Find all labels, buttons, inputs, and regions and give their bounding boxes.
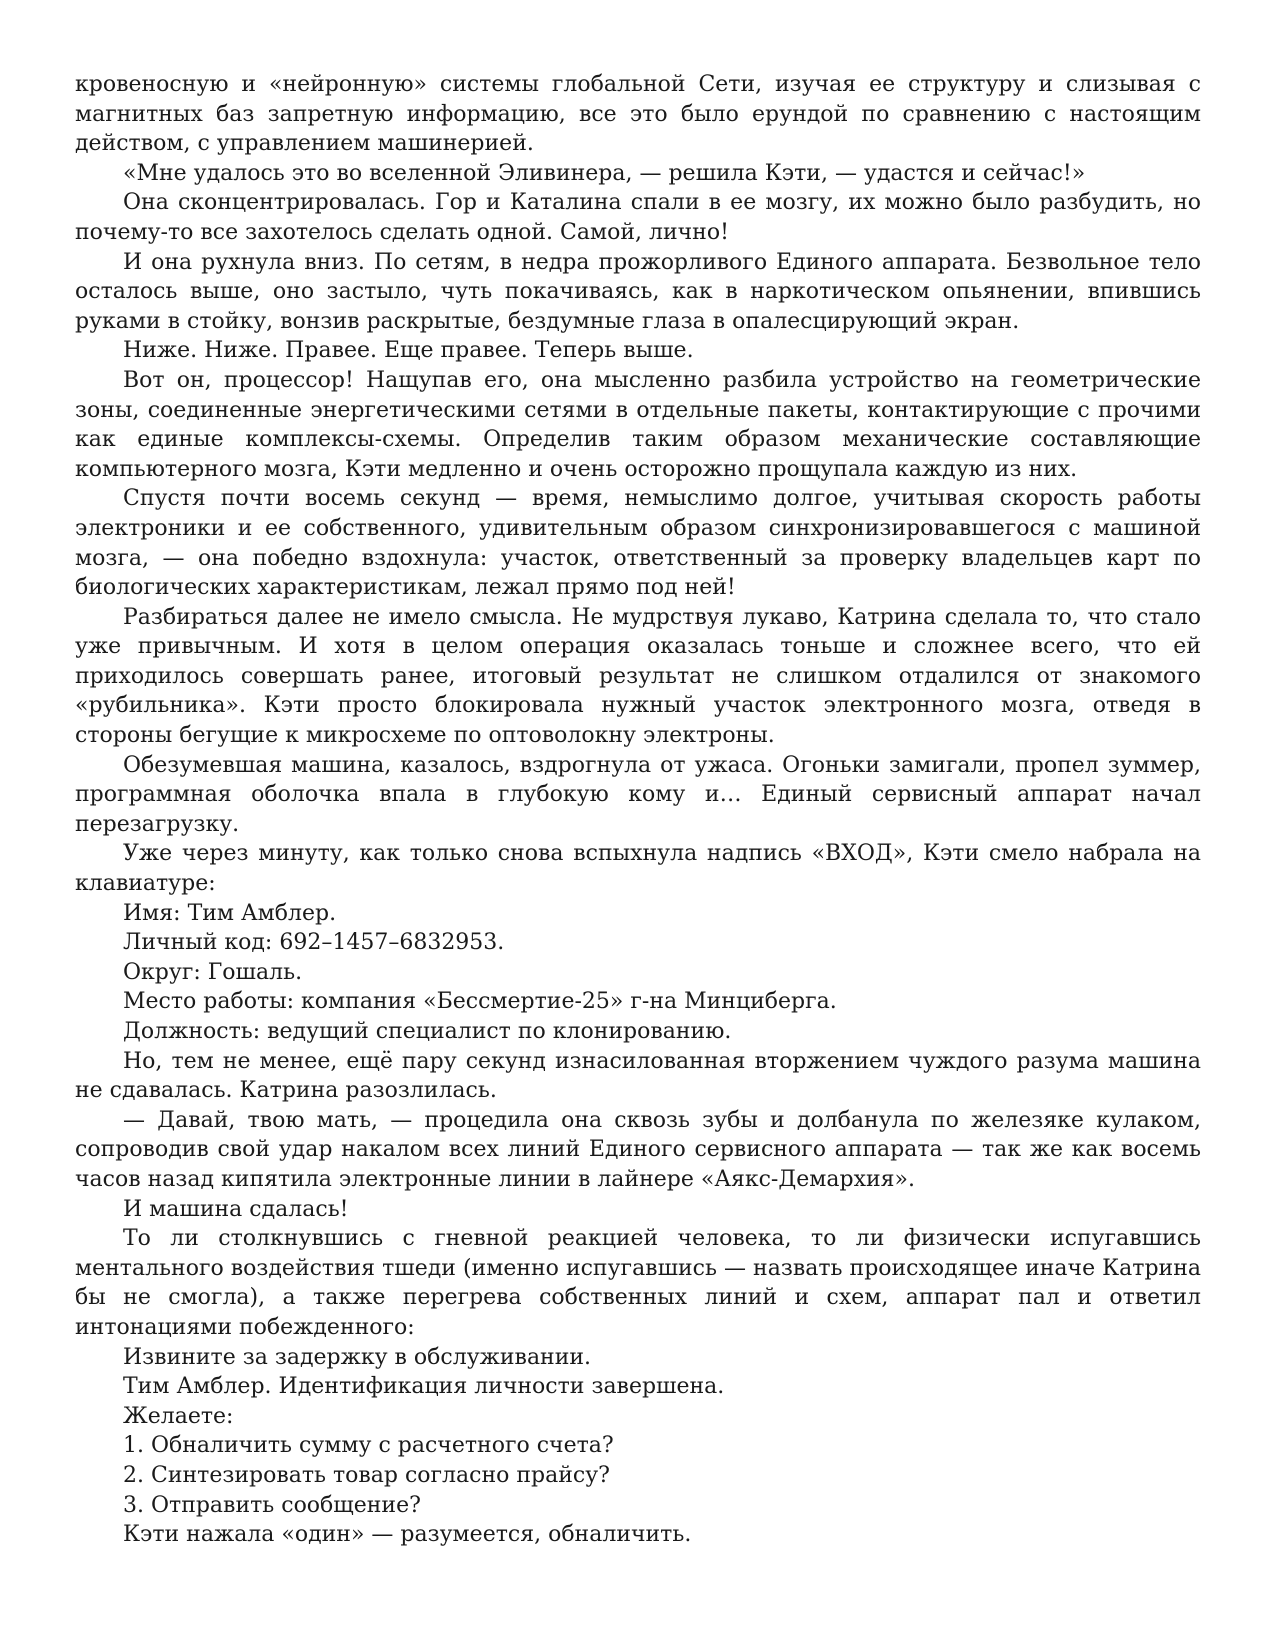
paragraph: «Мне удалось это во вселенной Эливинера, — решила Кэти, — удастся и сейчас!» (123, 160, 1086, 186)
form-entry-name: Имя: Тим Амблер. (123, 900, 337, 926)
paragraph: Спустя почти восемь секунд — время, немыслимо долгое, учитывая скорость работы электроники и ее собственного, удивительным образом синхронизировавшегося с машиной мозга, — она победно вздохнула: участок, ответственный за проверку владельцев карт по биологических характеристикам, лежал прямо под ней! (75, 486, 1201, 601)
form-entry-district: Округ: Гошаль. (123, 959, 303, 985)
paragraph: Ниже. Ниже. Правее. Еще правее. Теперь выше. (123, 338, 694, 364)
form-entry-position: Должность: ведущий специалист по клонированию. (123, 1019, 732, 1044)
menu-option-2: 2. Синтезировать товар согласно прайсу? (123, 1462, 610, 1488)
paragraph: кровеносную и «нейронную» системы глобальной Сети, изучая ее структуру и слизывая с магнитных баз запретную информацию, все это было ерундой по сравнению с настоящим действом, с управлением машинерией. (75, 72, 1201, 157)
machine-message: Извините за задержку в обслуживании. (123, 1344, 592, 1370)
form-entry-workplace: Место работы: компания «Бессмертие-25» г-на Минциберга. (123, 989, 837, 1015)
paragraph: Уже через минуту, как только снова вспыхнула надпись «ВХОД», Кэти смело набрала на клавиатуре: (75, 841, 1201, 897)
paragraph: Разбираться далее не имело смысла. Не мудрствуя лукаво, Катрина сделала то, что стало уже привычным. И хотя в целом операция оказалась тоньше и сложнее всего, что ей приходилось совершать ранее, итоговый результат не слишком отдалился от знакомого «рубильника». Кэти просто блокировала нужный участок электронного мозга, отведя в стороны бегущие к микросхеме по оптоволокну электроны. (75, 604, 1201, 749)
paragraph: Обезумевшая машина, казалось, вздрогнула от ужаса. Огоньки замигали, пропел зуммер, программная оболочка впала в глубокую кому и… Единый сервисный аппарат начал перезагрузку. (75, 752, 1201, 837)
paragraph: И машина сдалась! (123, 1196, 349, 1222)
menu-option-1: 1. Обналичить сумму с расчетного счета? (123, 1433, 614, 1459)
paragraph: Вот он, процессор! Нащупав его, она мысленно разбила устройство на геометрические зоны, соединенные энергетическими сетями в отдельные пакеты, контактирующие с прочими как единые комплексы-схемы. Определив таким образом механические составляющие компьютерного мозга, Кэти медленно и очень осторожно прощупала каждую из них. (75, 367, 1201, 482)
book-page (75, 70, 1201, 1550)
paragraph: Но, тем не менее, ещё пару секунд изнасилованная вторжением чуждого разума машина не сдавалась. Катрина разозлилась. (75, 1048, 1201, 1104)
form-entry-code: Личный код: 692–1457–6832953. (123, 930, 505, 956)
paragraph: — Давай, твою мать, — процедила она сквозь зубы и долбанула по железяке кулаком, сопроводив свой удар накалом всех линий Единого сервисного аппарата — так же как восемь часов назад кипятила электронные линии в лайнере «Аякс-Демархия». (75, 1107, 1201, 1192)
paragraph: Она сконцентрировалась. Гор и Каталина спали в ее мозгу, их можно было разбудить, но почему-то все захотелось сделать одной. Самой, лично! (75, 190, 1201, 245)
menu-option-3: 3. Отправить сообщение? (123, 1492, 421, 1518)
machine-message: Тим Амблер. Идентификация личности завершена. (123, 1374, 725, 1400)
paragraph: И она рухнула вниз. По сетям, в недра прожорливого Единого аппарата. Безвольное тело осталось выше, оно застыло, чуть покачиваясь, как в наркотическом опьянении, впившись руками в стойку, вонзив раскрытые, бездумные глаза в опалесцирующий экран. (75, 249, 1201, 334)
paragraph: Кэти нажала «один» — разумеется, обналичить. (123, 1522, 692, 1548)
machine-message: Желаете: (123, 1403, 234, 1429)
paragraph: То ли столкнувшись с гневной реакцией человека, то ли физически испугавшись ментального воздействия тшеди (именно испугавшись — назвать происходящее иначе Катрина бы не смогла), а также перегрева собственных линий и схем, аппарат пал и ответил интонациями побежденного: (75, 1226, 1201, 1340)
